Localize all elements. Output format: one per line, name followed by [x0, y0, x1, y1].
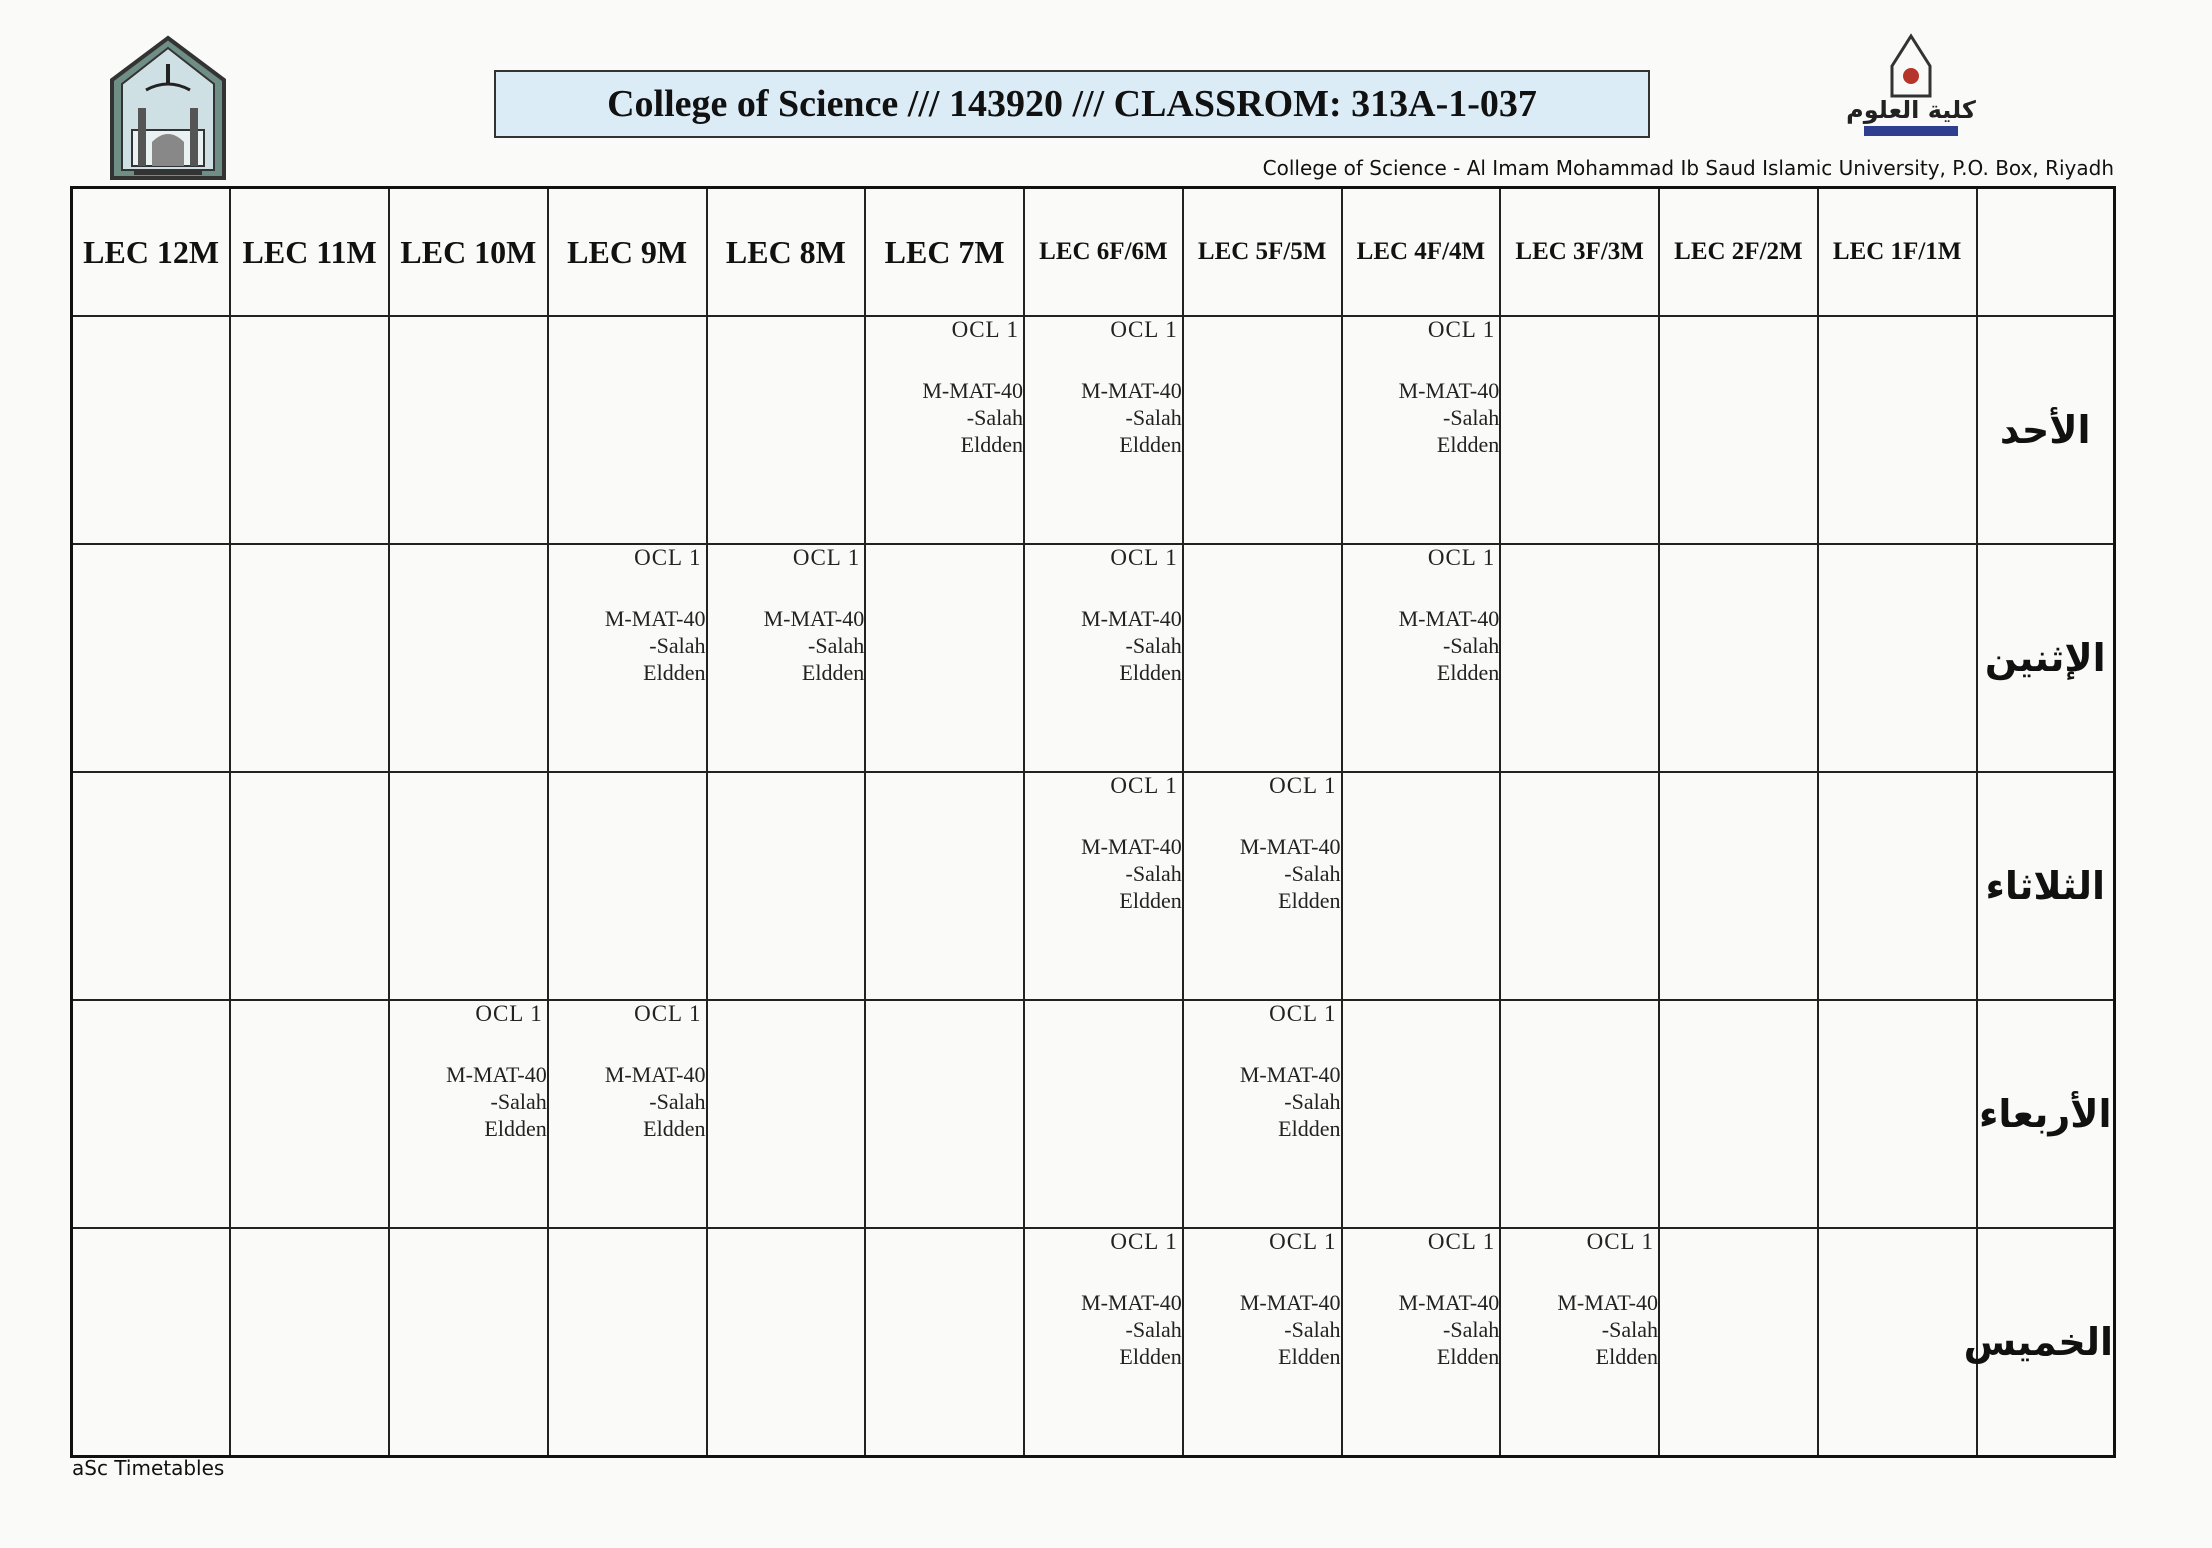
day-row	[72, 544, 2115, 772]
empty-cell	[1183, 544, 1342, 772]
empty-cell	[707, 316, 866, 544]
empty-cell	[72, 316, 231, 544]
lesson-code: OCL 1	[1110, 545, 1178, 570]
column-header: LEC 3F/3M	[1500, 188, 1659, 317]
lesson-subject: M-MAT-40	[446, 1062, 547, 1087]
lesson-subject: M-MAT-40	[1239, 1290, 1341, 1315]
lesson-teacher-first: -Salah	[1284, 861, 1341, 886]
lesson-cell	[707, 544, 866, 772]
day-label: الأربعاء	[1977, 1000, 2115, 1228]
lesson-subject: M-MAT-40	[1398, 1290, 1500, 1315]
college-logo-text: كلية العلوم	[1846, 96, 1976, 124]
lesson-code: OCL 1	[475, 1001, 543, 1026]
day-label: الخميس	[1977, 1228, 2115, 1457]
lesson-subject: M-MAT-40	[1239, 834, 1341, 859]
lesson-teacher-first: -Salah	[1443, 405, 1500, 430]
lesson-code: OCL 1	[1269, 773, 1337, 798]
column-header: LEC 1F/1M	[1818, 188, 1977, 317]
empty-cell	[389, 772, 548, 1000]
lesson-subject: M-MAT-40	[1398, 378, 1500, 403]
lesson-code: OCL 1	[634, 1001, 702, 1026]
lesson-teacher-first: -Salah	[649, 1089, 706, 1114]
university-logo-icon	[108, 34, 228, 182]
empty-cell	[1500, 1000, 1659, 1228]
day-row	[72, 1000, 2115, 1228]
lesson-teacher-first: -Salah	[649, 633, 706, 658]
lesson-code: OCL 1	[1586, 1229, 1654, 1254]
column-header: LEC 7M	[865, 188, 1024, 317]
empty-cell	[707, 1000, 866, 1228]
lesson-teacher-last: Eldden	[801, 660, 865, 685]
lesson-teacher-last: Eldden	[1436, 1344, 1500, 1369]
empty-cell	[1500, 772, 1659, 1000]
empty-cell	[72, 1000, 231, 1228]
empty-cell	[389, 544, 548, 772]
empty-cell	[1659, 316, 1818, 544]
lesson-cell	[1183, 1228, 1342, 1457]
lesson-code: OCL 1	[1269, 1229, 1337, 1254]
lesson-teacher-first: -Salah	[966, 405, 1023, 430]
column-header: LEC 2F/2M	[1659, 188, 1818, 317]
empty-cell	[1024, 1000, 1183, 1228]
college-logo-icon	[1846, 32, 1976, 142]
column-header: LEC 5F/5M	[1183, 188, 1342, 317]
empty-cell	[230, 316, 389, 544]
empty-cell	[1818, 1228, 1977, 1457]
page-title: College of Science /// 143920 /// CLASSROM: 313A-1-037	[494, 70, 1650, 138]
lesson-cell	[389, 1000, 548, 1228]
lesson-teacher-last: Eldden	[1436, 432, 1500, 457]
lesson-teacher-last: Eldden	[643, 1116, 706, 1141]
lesson-subject: M-MAT-40	[1081, 1290, 1182, 1315]
day-label: الثلاثاء	[1977, 772, 2115, 1000]
lesson-subject: M-MAT-40	[763, 606, 865, 631]
lesson-cell	[865, 316, 1024, 544]
lesson-teacher-first: -Salah	[1125, 405, 1182, 430]
lesson-code: OCL 1	[1427, 545, 1496, 570]
lesson-subject: M-MAT-40	[1239, 1062, 1341, 1087]
lesson-cell	[1024, 1228, 1183, 1457]
day-row	[72, 316, 2115, 544]
empty-cell	[230, 544, 389, 772]
lesson-teacher-last: Eldden	[960, 432, 1023, 457]
empty-cell	[230, 1228, 389, 1457]
day-row	[72, 772, 2115, 1000]
empty-cell	[1342, 1000, 1501, 1228]
empty-cell	[1500, 544, 1659, 772]
lesson-teacher-last: Eldden	[484, 1116, 547, 1141]
lesson-subject: M-MAT-40	[1081, 606, 1182, 631]
empty-cell	[865, 772, 1024, 1000]
lesson-teacher-last: Eldden	[1119, 1344, 1182, 1369]
empty-cell	[548, 772, 707, 1000]
empty-cell	[548, 1228, 707, 1457]
lesson-teacher-last: Eldden	[1278, 888, 1341, 913]
empty-cell	[548, 316, 707, 544]
empty-cell	[1818, 316, 1977, 544]
lesson-code: OCL 1	[1427, 317, 1496, 342]
lesson-cell	[548, 1000, 707, 1228]
lesson-subject: M-MAT-40	[1398, 606, 1500, 631]
lesson-teacher-last: Eldden	[643, 660, 706, 685]
lesson-cell	[1024, 316, 1183, 544]
lesson-teacher-first: -Salah	[1443, 1317, 1500, 1342]
header-row	[72, 188, 2115, 317]
timetable-grid	[70, 186, 2116, 1458]
lesson-code: OCL 1	[1269, 1001, 1337, 1026]
lesson-cell	[1024, 772, 1183, 1000]
lesson-teacher-last: Eldden	[1595, 1344, 1658, 1369]
lesson-subject: M-MAT-40	[922, 378, 1023, 403]
lesson-teacher-first: -Salah	[1601, 1317, 1658, 1342]
lesson-code: OCL 1	[634, 545, 702, 570]
lesson-teacher-last: Eldden	[1436, 660, 1500, 685]
empty-cell	[1659, 1228, 1818, 1457]
lesson-teacher-last: Eldden	[1119, 432, 1182, 457]
lesson-code: OCL 1	[792, 545, 861, 570]
empty-cell	[1659, 1000, 1818, 1228]
column-header: LEC 4F/4M	[1342, 188, 1501, 317]
lesson-teacher-first: -Salah	[1125, 633, 1182, 658]
lesson-subject: M-MAT-40	[1081, 834, 1182, 859]
day-row	[72, 1228, 2115, 1457]
empty-cell	[1659, 772, 1818, 1000]
empty-cell	[1818, 772, 1977, 1000]
university-address: College of Science - Al Imam Mohammad Ib Saud Islamic University, P.O. Box, Riyadh	[1262, 156, 2114, 180]
lesson-teacher-first: -Salah	[1284, 1317, 1341, 1342]
column-header: LEC 12M	[72, 188, 231, 317]
empty-cell	[865, 1000, 1024, 1228]
lesson-teacher-first: -Salah	[1443, 633, 1500, 658]
empty-cell	[865, 544, 1024, 772]
empty-cell	[1342, 772, 1501, 1000]
lesson-teacher-first: -Salah	[808, 633, 865, 658]
column-header: LEC 11M	[230, 188, 389, 317]
empty-cell	[389, 316, 548, 544]
lesson-teacher-first: -Salah	[490, 1089, 547, 1114]
lesson-cell	[1183, 1000, 1342, 1228]
lesson-cell	[1024, 544, 1183, 772]
lesson-subject: M-MAT-40	[604, 1062, 706, 1087]
lesson-cell	[548, 544, 707, 772]
lesson-code: OCL 1	[1110, 773, 1178, 798]
lesson-teacher-last: Eldden	[1119, 660, 1182, 685]
lesson-subject: M-MAT-40	[1081, 378, 1182, 403]
lesson-teacher-first: -Salah	[1125, 1317, 1182, 1342]
empty-cell	[72, 544, 231, 772]
lesson-teacher-last: Eldden	[1278, 1344, 1341, 1369]
empty-cell	[1818, 1000, 1977, 1228]
empty-cell	[1659, 544, 1818, 772]
lesson-cell	[1183, 772, 1342, 1000]
lesson-code: OCL 1	[951, 317, 1019, 342]
lesson-teacher-last: Eldden	[1278, 1116, 1341, 1141]
day-label: الأحد	[1977, 316, 2115, 544]
lesson-cell	[1342, 544, 1501, 772]
empty-cell	[389, 1228, 548, 1457]
empty-cell	[707, 772, 866, 1000]
empty-cell	[1183, 316, 1342, 544]
column-header: LEC 8M	[707, 188, 866, 317]
empty-cell	[1500, 316, 1659, 544]
empty-cell	[72, 1228, 231, 1457]
column-header: LEC 6F/6M	[1024, 188, 1183, 317]
lesson-teacher-last: Eldden	[1119, 888, 1182, 913]
empty-cell	[72, 772, 231, 1000]
empty-cell	[230, 1000, 389, 1228]
day-label: الإثنين	[1977, 544, 2115, 772]
empty-cell	[865, 1228, 1024, 1457]
lesson-teacher-first: -Salah	[1284, 1089, 1341, 1114]
footer-credit: aSc Timetables	[72, 1456, 225, 1480]
lesson-subject: M-MAT-40	[604, 606, 706, 631]
lesson-cell	[1342, 1228, 1501, 1457]
column-header: LEC 9M	[548, 188, 707, 317]
corner-cell	[1977, 188, 2115, 317]
lesson-code: OCL 1	[1110, 317, 1178, 342]
lesson-code: OCL 1	[1427, 1229, 1496, 1254]
lesson-cell	[1500, 1228, 1659, 1457]
column-header: LEC 10M	[389, 188, 548, 317]
empty-cell	[707, 1228, 866, 1457]
lesson-subject: M-MAT-40	[1557, 1290, 1658, 1315]
empty-cell	[230, 772, 389, 1000]
empty-cell	[1818, 544, 1977, 772]
lesson-code: OCL 1	[1110, 1229, 1178, 1254]
lesson-cell	[1342, 316, 1501, 544]
lesson-teacher-first: -Salah	[1125, 861, 1182, 886]
